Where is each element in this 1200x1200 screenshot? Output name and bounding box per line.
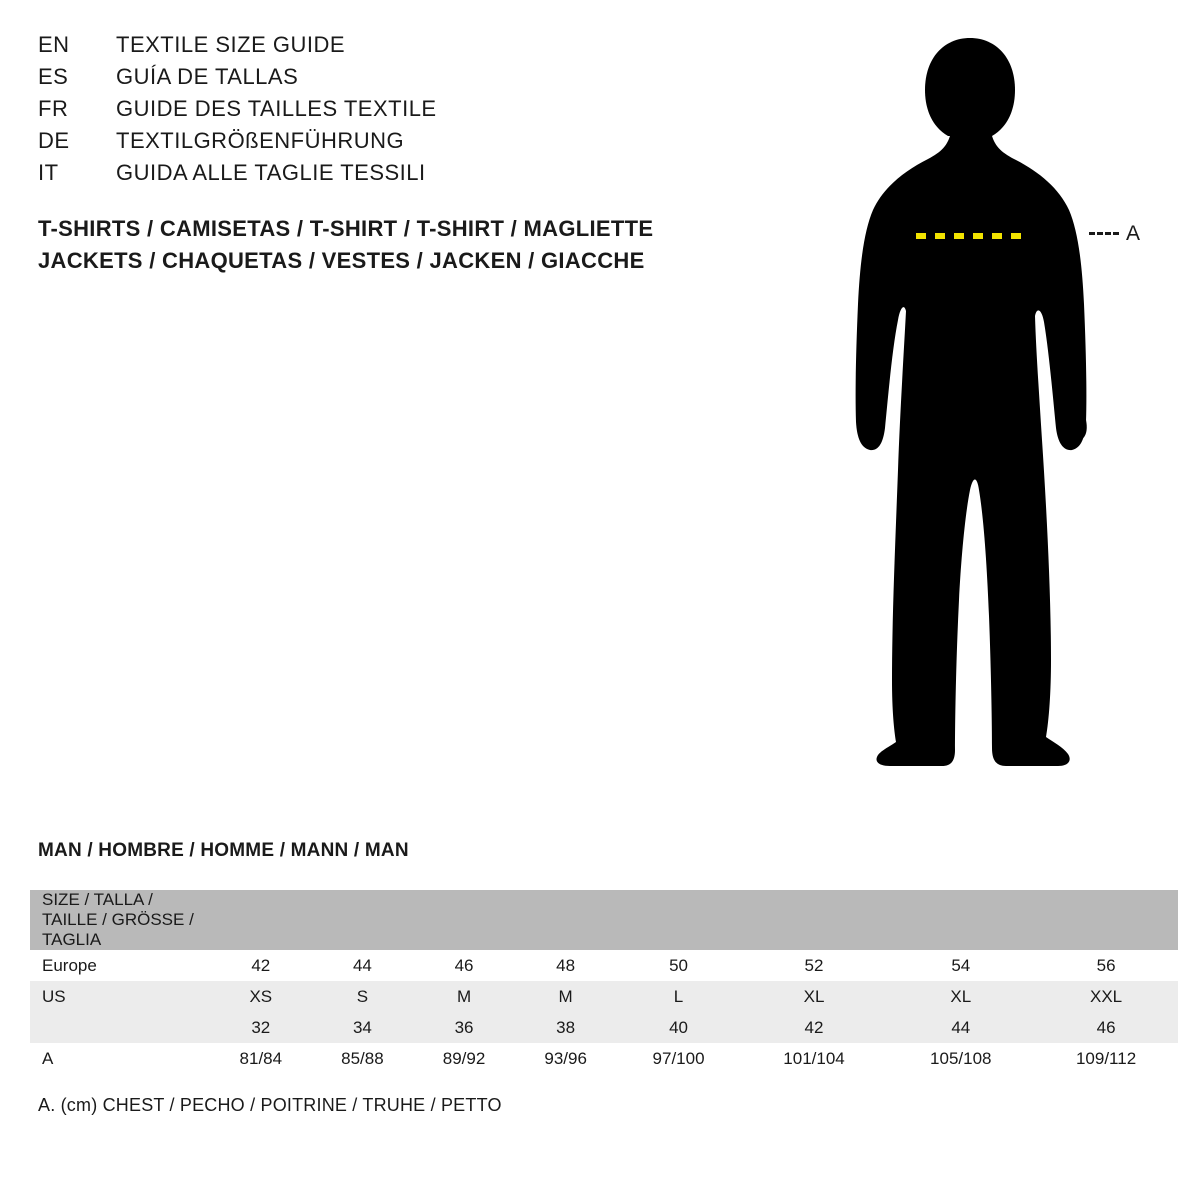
- category-line-jackets: JACKETS / CHAQUETAS / VESTES / JACKEN / GIACCHE: [38, 248, 645, 273]
- cell: 44: [887, 1012, 1034, 1043]
- cell: 81/84: [210, 1043, 312, 1074]
- cell: 93/96: [515, 1043, 617, 1074]
- cell: 85/88: [312, 1043, 414, 1074]
- measure-leader-dashes: [1089, 232, 1119, 235]
- language-row: [38, 128, 738, 160]
- category-line-tshirts: T-SHIRTS / CAMISETAS / T-SHIRT / T-SHIRT / MAGLIETTE: [38, 216, 654, 241]
- cell: L: [616, 981, 740, 1012]
- cell: 48: [515, 950, 617, 981]
- table-row: [30, 950, 1178, 981]
- language-title: GUIDE DES TAILLES TEXTILE: [116, 96, 437, 121]
- cell: XS: [210, 981, 312, 1012]
- cell: 42: [210, 950, 312, 981]
- man-silhouette-figure: [820, 20, 1180, 790]
- language-title: GUIDA ALLE TAGLIE TESSILI: [116, 160, 426, 185]
- language-title: TEXTILE SIZE GUIDE: [116, 32, 346, 57]
- language-row: [38, 32, 738, 64]
- table-row: [30, 981, 1178, 1012]
- language-title: GUÍA DE TALLAS: [116, 64, 299, 89]
- row-label: US: [30, 981, 210, 1012]
- cell: 54: [887, 950, 1034, 981]
- size-table: [30, 890, 1178, 1074]
- table-header-label: SIZE / TALLA / TAILLE / GRÖSSE / TAGLIA: [30, 890, 210, 950]
- row-label: A: [30, 1043, 210, 1074]
- cell: XXL: [1034, 981, 1178, 1012]
- cell: 89/92: [413, 1043, 515, 1074]
- cell: 105/108: [887, 1043, 1034, 1074]
- row-label: [30, 1012, 210, 1043]
- cell: 34: [312, 1012, 414, 1043]
- cell: 101/104: [741, 1043, 888, 1074]
- table-row: [30, 1043, 1178, 1074]
- cell: 46: [413, 950, 515, 981]
- footnote-chest: A. (cm) CHEST / PECHO / POITRINE / TRUHE / PETTO: [38, 1095, 502, 1115]
- cell: 40: [616, 1012, 740, 1043]
- gender-heading: MAN / HOMBRE / HOMME / MANN / MAN: [38, 840, 409, 861]
- cell: M: [413, 981, 515, 1012]
- cell: 32: [210, 1012, 312, 1043]
- language-code: FR: [38, 96, 69, 121]
- language-code: IT: [38, 160, 59, 185]
- measure-label-a: A: [1126, 222, 1141, 245]
- table-header-row: [30, 890, 1178, 950]
- cell: M: [515, 981, 617, 1012]
- cell: XL: [887, 981, 1034, 1012]
- cell: 50: [616, 950, 740, 981]
- language-title-list: [38, 32, 738, 192]
- language-row: [38, 160, 738, 192]
- language-row: [38, 64, 738, 96]
- cell: S: [312, 981, 414, 1012]
- cell: 109/112: [1034, 1043, 1178, 1074]
- cell: 46: [1034, 1012, 1178, 1043]
- category-heading-group: [38, 216, 653, 280]
- language-code: ES: [38, 64, 69, 89]
- cell: 38: [515, 1012, 617, 1043]
- language-title: TEXTILGRÖßENFÜHRUNG: [116, 128, 405, 153]
- cell: XL: [741, 981, 888, 1012]
- cell: 44: [312, 950, 414, 981]
- language-code: EN: [38, 32, 70, 57]
- language-row: [38, 96, 738, 128]
- cell: 52: [741, 950, 888, 981]
- cell: 42: [741, 1012, 888, 1043]
- silhouette-icon: [820, 20, 1180, 790]
- cell: 56: [1034, 950, 1178, 981]
- cell: 36: [413, 1012, 515, 1043]
- row-label: Europe: [30, 950, 210, 981]
- cell: 97/100: [616, 1043, 740, 1074]
- table-row: [30, 1012, 1178, 1043]
- language-code: DE: [38, 128, 70, 153]
